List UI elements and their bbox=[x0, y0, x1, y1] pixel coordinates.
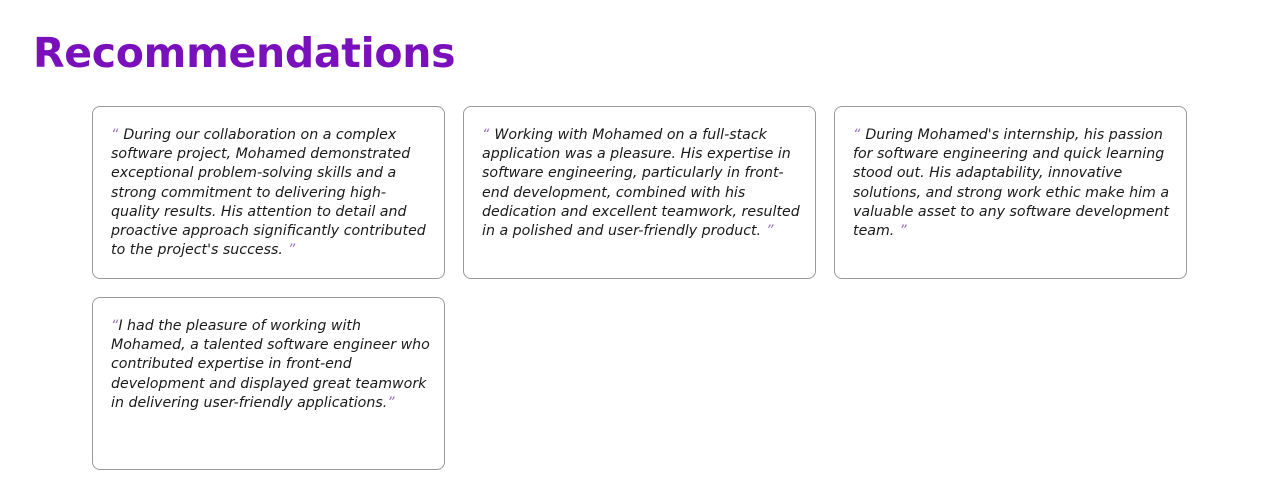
close-quote-icon: ” bbox=[766, 223, 774, 240]
recommendation-quote bbox=[111, 317, 430, 413]
recommendation-card bbox=[463, 106, 816, 279]
recommendation-text: Working with Mohamed on a full-stack application was a pleasure. His expertise in software engineering, particularly in front-end development, combined with his dedication and excellent teamwork, resulted in a polished and user-friendly product. bbox=[482, 127, 800, 240]
page-title: Recommendations bbox=[33, 29, 456, 77]
open-quote-icon: “ bbox=[111, 127, 119, 143]
close-quote-icon: ” bbox=[387, 394, 395, 411]
close-quote-icon: ” bbox=[899, 223, 907, 240]
open-quote-icon: “ bbox=[853, 127, 861, 143]
recommendation-card bbox=[834, 106, 1187, 279]
recommendation-quote bbox=[853, 126, 1172, 241]
recommendation-quote bbox=[482, 126, 801, 241]
recommendation-text: I had the pleasure of working with Mohamed, a talented software engineer who contributed expertise in front-end development and displayed great teamwork in delivering user-friendly applications. bbox=[111, 318, 430, 411]
open-quote-icon: “ bbox=[482, 127, 490, 143]
recommendation-card bbox=[92, 106, 445, 279]
recommendations-grid bbox=[92, 106, 1188, 470]
close-quote-icon: ” bbox=[287, 242, 296, 259]
recommendation-text: During our collaboration on a complex software project, Mohamed demonstrated exceptional problem-solving skills and a strong commitment to delivering high-quality results. His attention to detail and proactive approach significantly contributed to the project's success. bbox=[111, 127, 426, 259]
open-quote-icon: “ bbox=[111, 318, 119, 334]
recommendation-text: During Mohamed's internship, his passion for software engineering and quick learning stood out. His adaptability, innovative solutions, and strong work ethic make him a valuable asset to any software development team. bbox=[853, 127, 1170, 240]
recommendation-quote bbox=[111, 126, 430, 260]
recommendation-card bbox=[92, 297, 445, 470]
